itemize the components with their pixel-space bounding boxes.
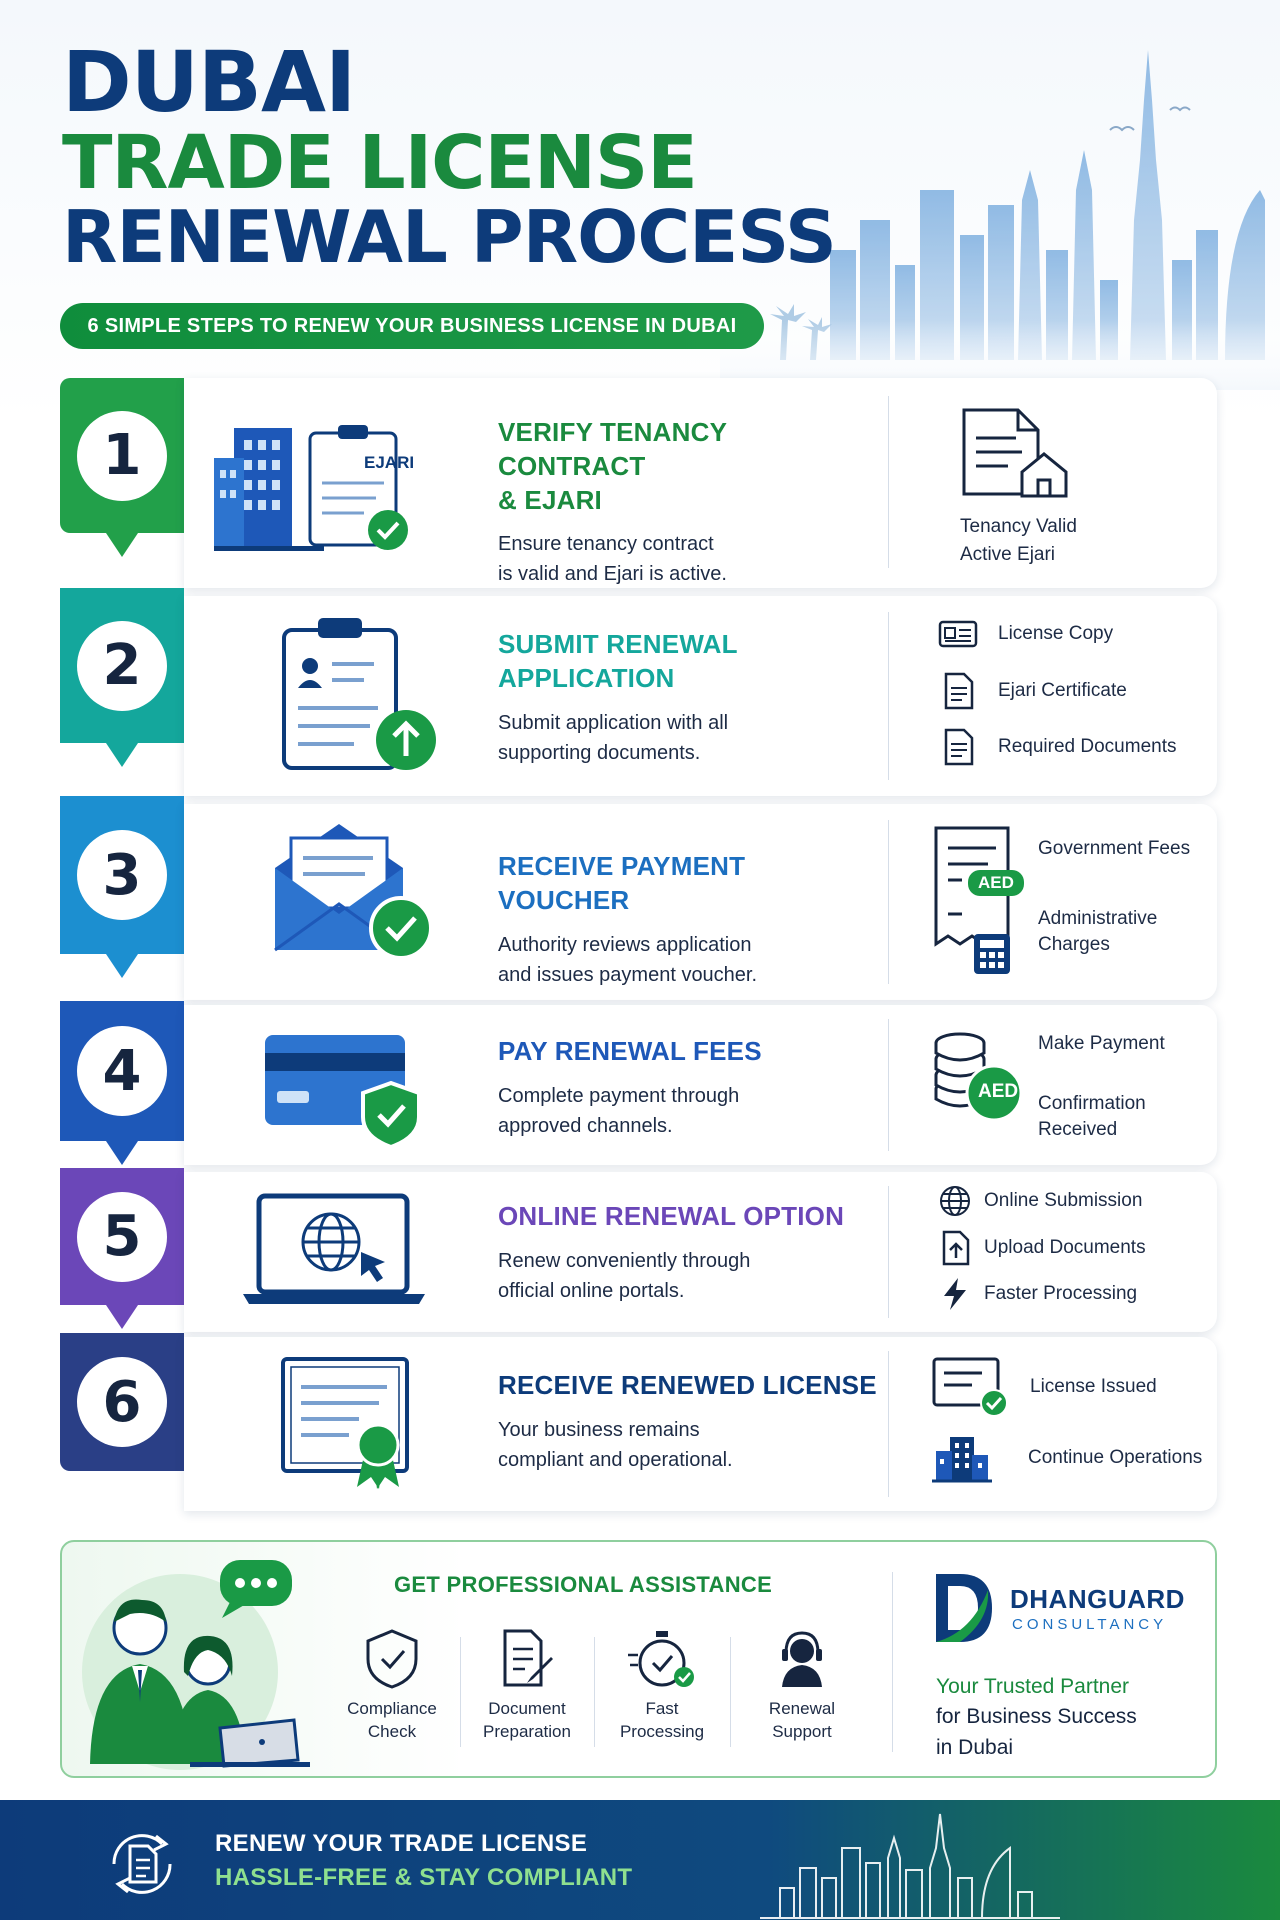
- brand-name: DHANGUARD: [1010, 1584, 1185, 1614]
- side-item-received: Received: [1038, 1119, 1118, 1140]
- side-item-label: License Copy: [998, 623, 1114, 644]
- step-3-description: [498, 930, 878, 990]
- footer-skyline-outline: [760, 1808, 1060, 1920]
- step-4-number-tab: [60, 1001, 184, 1141]
- side-item-label: Faster Processing: [984, 1283, 1138, 1304]
- step-2-text: [498, 628, 878, 768]
- card-divider: [888, 612, 889, 780]
- step-6: [60, 1333, 1217, 1513]
- service-renewal-support: [742, 1627, 862, 1744]
- step-2-desc-line-2: supporting documents.: [498, 741, 701, 764]
- step-1-heading-line-2: & EJARI: [498, 484, 602, 515]
- step-4-side-panel: [908, 1005, 1208, 1165]
- title-line-2: TRADE LICENSE: [62, 119, 697, 206]
- step-1-text: [498, 416, 878, 589]
- document-with-house-icon: [960, 406, 1070, 500]
- service-label-line-1: Document: [488, 1698, 566, 1718]
- building-with-ejari-document-icon: [214, 398, 414, 563]
- document-icon: [938, 672, 978, 710]
- side-item-charges: Charges: [1038, 934, 1110, 955]
- card-divider: [888, 1186, 889, 1318]
- service-label-line-2: Preparation: [483, 1721, 571, 1741]
- step-arrow-icon: [106, 533, 138, 557]
- step-2-description: [498, 708, 878, 768]
- step-arrow-icon: [106, 954, 138, 978]
- dhanguard-logo: [932, 1570, 996, 1646]
- consultants-illustration: [70, 1552, 330, 1772]
- step-2-heading-line-2: APPLICATION: [498, 662, 675, 693]
- tagline-line-1: Your Trusted Partner: [936, 1675, 1129, 1698]
- title-line-1: DUBAI: [62, 33, 356, 131]
- step-1-number-tab: [60, 378, 184, 533]
- footer-banner: [0, 1800, 1280, 1920]
- step-1-description: [498, 529, 878, 589]
- step-6-desc-line-1: Your business remains: [498, 1418, 700, 1441]
- side-item-active-ejari: Active Ejari: [960, 544, 1056, 565]
- step-2-number: 2: [77, 621, 167, 711]
- step-3-number: 3: [77, 830, 167, 920]
- step-6-heading: RECEIVE RENEWED LICENSE: [498, 1370, 877, 1400]
- step-5-number-tab: [60, 1168, 184, 1305]
- aed-badge: AED: [968, 870, 1024, 896]
- brand-tagline: [936, 1672, 1206, 1763]
- step-2-side-panel: [908, 596, 1208, 796]
- step-4-text: [498, 1035, 878, 1141]
- service-divider: [594, 1637, 595, 1747]
- step-3-card: [184, 804, 1217, 1000]
- step-2-desc-line-1: Submit application with all: [498, 711, 729, 734]
- step-3-text: [498, 850, 878, 990]
- license-check-icon: [932, 1355, 1008, 1419]
- service-label-line-2: Support: [772, 1721, 832, 1741]
- certificate-ribbon-icon: [254, 1355, 454, 1490]
- step-arrow-icon: [106, 1305, 138, 1329]
- side-item-license-issued: [932, 1355, 1157, 1419]
- service-label-line-2: Check: [367, 1721, 417, 1741]
- step-5: [60, 1168, 1217, 1333]
- step-1: [60, 378, 1217, 588]
- coins-icon: [932, 1027, 1022, 1123]
- step-1-desc-line-2: is valid and Ejari is active.: [498, 563, 727, 586]
- service-label-line-1: Fast: [645, 1698, 679, 1718]
- step-6-desc-line-2: compliant and operational.: [498, 1448, 733, 1471]
- document-icon: [938, 728, 978, 766]
- footer-line-1: RENEW YOUR TRADE LICENSE: [215, 1830, 588, 1857]
- step-6-number-tab: [60, 1333, 184, 1471]
- step-4-desc-line-1: Complete payment through: [498, 1084, 740, 1107]
- side-item-faster-processing: [938, 1276, 1137, 1312]
- side-item-upload-documents: [938, 1230, 1146, 1266]
- document-refresh-icon: [100, 1822, 184, 1906]
- step-5-side-panel: [908, 1172, 1208, 1332]
- lightning-bolt-icon: [938, 1276, 972, 1312]
- step-4-card: [184, 1005, 1217, 1165]
- side-item-label: Continue Operations: [1028, 1447, 1203, 1468]
- upload-document-icon: [938, 1230, 972, 1266]
- step-1-desc-line-1: Ensure tenancy contract: [498, 533, 714, 556]
- office-building-icon: [932, 1433, 992, 1483]
- footer-line-2: HASSLE-FREE & STAY COMPLIANT: [215, 1864, 633, 1891]
- side-item-license-copy: [938, 618, 1113, 650]
- service-document-preparation: [467, 1627, 587, 1744]
- step-4: [60, 1001, 1217, 1168]
- stopwatch-check-icon: [626, 1627, 698, 1691]
- side-item-online-submission: [938, 1184, 1142, 1218]
- subtitle-banner: 6 SIMPLE STEPS TO RENEW YOUR BUSINESS LICENSE IN DUBAI: [60, 303, 764, 349]
- card-divider: [888, 820, 889, 984]
- step-2: [60, 588, 1217, 796]
- step-6-description: [498, 1415, 878, 1475]
- title-line-3: RENEWAL PROCESS: [62, 195, 836, 280]
- side-item-label: License Issued: [1030, 1376, 1157, 1397]
- laptop-globe-icon: [234, 1190, 434, 1310]
- side-item-administrative: Administrative: [1038, 908, 1158, 929]
- side-item-make-payment: Make Payment: [1038, 1033, 1165, 1054]
- credit-card-shield-icon: [244, 1025, 444, 1150]
- service-divider: [460, 1637, 461, 1747]
- page-title: [62, 33, 836, 280]
- step-5-text: [498, 1200, 878, 1306]
- side-item-tenancy-valid: Tenancy Valid: [960, 516, 1077, 537]
- tagline-line-2: for Business Success: [936, 1705, 1137, 1729]
- ejari-illustration-label: EJARI: [364, 453, 415, 472]
- shield-check-icon: [362, 1627, 422, 1691]
- assistance-title: GET PROFESSIONAL ASSISTANCE: [394, 1572, 773, 1597]
- side-item-label: Required Documents: [998, 736, 1177, 757]
- service-label-line-2: Processing: [619, 1721, 705, 1741]
- side-item-confirmation: Confirmation: [1038, 1093, 1146, 1114]
- step-3: [60, 796, 1217, 1001]
- brand-subtitle: CONSULTANCY: [1012, 1616, 1168, 1633]
- step-arrow-icon: [106, 743, 138, 767]
- side-item-label: Ejari Certificate: [998, 680, 1127, 701]
- step-4-description: [498, 1081, 878, 1141]
- side-item-label: Upload Documents: [984, 1237, 1146, 1258]
- step-2-heading: [498, 628, 878, 696]
- step-1-number: 1: [77, 411, 167, 501]
- step-3-side-panel: [908, 804, 1208, 1000]
- side-item-ejari-certificate: [938, 672, 1127, 710]
- step-4-number: 4: [77, 1026, 167, 1116]
- card-divider: [888, 1019, 889, 1151]
- step-5-description: [498, 1246, 878, 1306]
- card-divider: [888, 396, 889, 568]
- side-item-required-documents: [938, 728, 1176, 766]
- step-3-desc-line-1: Authority reviews application: [498, 933, 752, 956]
- service-fast-processing: [602, 1627, 722, 1744]
- step-5-desc-line-2: official online portals.: [498, 1279, 685, 1302]
- brand-divider: [892, 1572, 893, 1752]
- service-divider: [730, 1637, 731, 1747]
- step-4-desc-line-2: approved channels.: [498, 1114, 673, 1137]
- step-6-card: [184, 1337, 1217, 1511]
- service-label-line-1: Renewal: [768, 1698, 836, 1718]
- id-card-icon: [938, 618, 978, 650]
- step-5-card: [184, 1172, 1217, 1332]
- step-3-heading: RECEIVE PAYMENT VOUCHER: [498, 851, 746, 915]
- document-pen-icon: [495, 1627, 559, 1691]
- side-item-continue-operations: [932, 1433, 1202, 1483]
- step-2-number-tab: [60, 588, 184, 743]
- tagline-line-3: in Dubai: [936, 1735, 1014, 1759]
- step-6-side-panel: [908, 1337, 1208, 1511]
- side-item-label: Online Submission: [984, 1190, 1143, 1211]
- step-2-heading-line-1: SUBMIT RENEWAL: [498, 629, 738, 659]
- step-3-number-tab: [60, 796, 184, 954]
- step-arrow-icon: [106, 1141, 138, 1165]
- service-label-line-1: Compliance: [347, 1698, 437, 1718]
- step-5-number: 5: [77, 1192, 167, 1282]
- step-1-side-panel: [908, 378, 1208, 588]
- service-compliance-check: [332, 1627, 452, 1744]
- step-1-card: [184, 378, 1217, 588]
- step-1-heading: [498, 416, 878, 517]
- step-1-heading-line-1: VERIFY TENANCY CONTRACT: [498, 417, 727, 481]
- step-3-desc-line-2: and issues payment voucher.: [498, 963, 758, 986]
- professional-assistance-panel: [60, 1540, 1217, 1778]
- aed-coin-badge: AED: [978, 1081, 1019, 1102]
- step-4-heading: PAY RENEWAL FEES: [498, 1036, 762, 1066]
- clipboard-upload-icon: [259, 608, 459, 778]
- step-6-number: 6: [77, 1357, 167, 1447]
- globe-icon: [938, 1184, 972, 1218]
- envelope-check-icon: [254, 818, 454, 968]
- step-5-heading: ONLINE RENEWAL OPTION: [498, 1201, 845, 1231]
- support-headset-icon: [772, 1627, 832, 1691]
- step-2-card: [184, 596, 1217, 796]
- card-divider: [888, 1351, 889, 1497]
- step-6-text: [498, 1369, 878, 1475]
- step-5-desc-line-1: Renew conveniently through: [498, 1249, 751, 1272]
- side-item-government-fees: Government Fees: [1038, 838, 1191, 859]
- invoice-calculator-icon: [932, 824, 1032, 974]
